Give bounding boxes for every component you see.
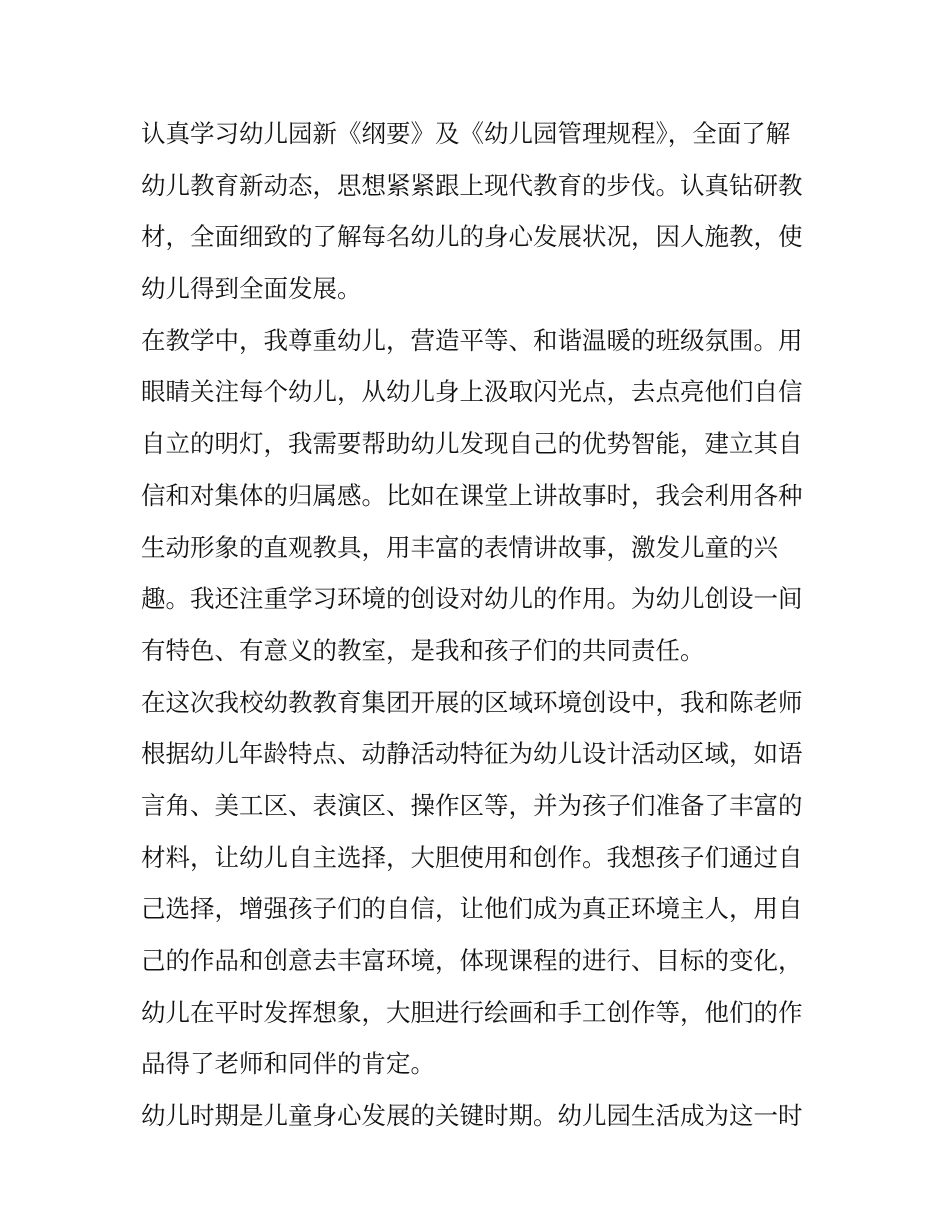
text-line: 认真学习幼儿园新《纲要》及《幼儿园管理规程》，全面了解 [141,119,791,148]
text-line: 品得了老师和同伴的肯定。 [141,1049,435,1079]
text-line: 生动形象的直观教具，用丰富的表情讲故事，激发儿童的兴 [141,532,778,562]
text-line: 言角、美工区、表演区、操作区等，并为孩子们准备了丰富的 [141,790,803,820]
text-line: 己选择，增强孩子们的自信，让他们成为真正环境主人，用自 [141,894,803,924]
text-line: 材，全面细致的了解每名幼儿的身心发展状况，因人施教，使 [141,222,803,252]
text-line: 幼儿得到全面发展。 [141,274,362,304]
text-line: 眼睛关注每个幼儿，从幼儿身上汲取闪光点，去点亮他们自信 [141,377,803,407]
text-line: 在教学中，我尊重幼儿，营造平等、和谐温暖的班级氛围。用 [141,325,803,355]
text-line: 自立的明灯，我需要帮助幼儿发现自己的优势智能，建立其自 [141,429,803,459]
text-line: 己的作品和创意去丰富环境，体现课程的进行、目标的变化， [141,946,803,975]
document-body [141,108,821,1142]
text-line: 趣。我还注重学习环境的创设对幼儿的作用。为幼儿创设一间 [141,584,803,614]
text-line: 幼儿教育新动态，思想紧紧跟上现代教育的步伐。认真钻研教 [141,170,803,200]
text-line: 幼儿时期是儿童身心发展的关键时期。幼儿园生活成为这一时 [141,1101,803,1131]
text-line: 根据幼儿年龄特点、动静活动特征为幼儿设计活动区域，如语 [141,739,803,769]
text-line: 有特色、有意义的教室，是我和孩子们的共同责任。 [141,635,705,665]
text-line: 幼儿在平时发挥想象，大胆进行绘画和手工创作等，他们的作 [141,997,803,1027]
text-line: 材料，让幼儿自主选择，大胆使用和创作。我想孩子们通过自 [141,842,803,872]
text-line: 信和对集体的归属感。比如在课堂上讲故事时，我会利用各种 [141,480,803,510]
text-line: 在这次我校幼教教育集团开展的区域环境创设中，我和陈老师 [141,687,803,717]
